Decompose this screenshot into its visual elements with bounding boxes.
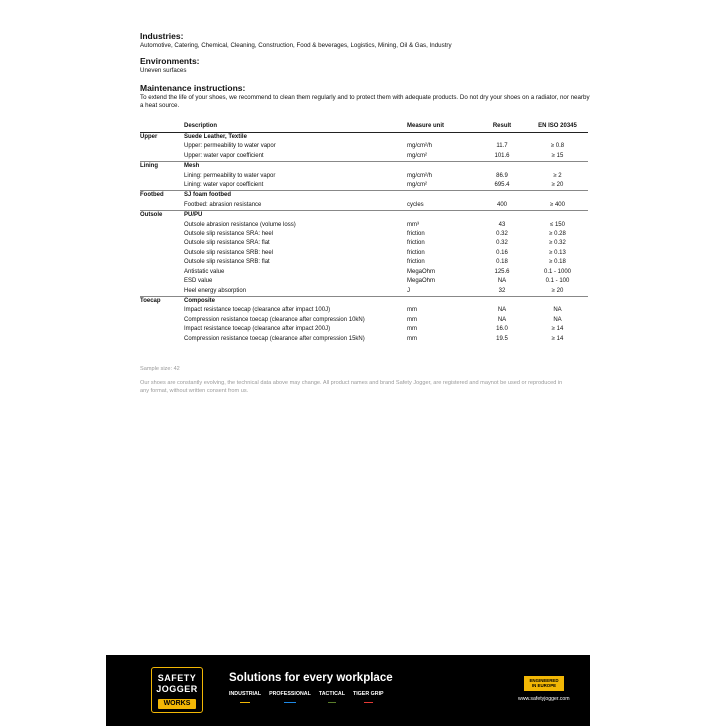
row-description: Upper: permeability to water vapor bbox=[184, 143, 276, 150]
table-group-row bbox=[140, 211, 588, 221]
logo-line-jogger: JOGGER bbox=[156, 684, 198, 694]
footer-banner bbox=[106, 655, 590, 726]
row-en-iso-requirement: ≤ 150 bbox=[550, 221, 565, 228]
row-result: 43 bbox=[498, 221, 506, 228]
row-en-iso-requirement: ≥ 20 bbox=[551, 182, 564, 189]
material-name: PU/PU bbox=[184, 211, 407, 221]
row-measure-unit: J bbox=[407, 287, 410, 294]
table-row bbox=[140, 335, 588, 344]
empty-cell bbox=[140, 239, 184, 248]
row-description: Outsole slip resistance SRB: heel bbox=[184, 249, 274, 256]
empty-cell bbox=[407, 296, 477, 306]
row-result: NA bbox=[497, 316, 507, 323]
empty-cell bbox=[407, 211, 477, 221]
row-description: Compression resistance toecap (clearance after compression 15kN) bbox=[184, 335, 365, 342]
category-underline bbox=[364, 702, 373, 704]
category-underline bbox=[240, 702, 250, 704]
table-row bbox=[140, 142, 588, 151]
environments-section bbox=[140, 56, 590, 75]
table-group-row bbox=[140, 162, 588, 172]
row-measure-unit: cycles bbox=[407, 201, 424, 208]
row-result: 32 bbox=[498, 287, 506, 294]
row-en-iso-requirement: ≥ 0.32 bbox=[549, 240, 566, 247]
badge-line-1: ENGINEERED bbox=[529, 678, 559, 683]
footer-slogan: Solutions for every workplace bbox=[229, 672, 393, 684]
row-en-iso-requirement: ≥ 15 bbox=[551, 152, 564, 159]
material-name: Suede Leather, Textile bbox=[184, 134, 247, 140]
empty-cell bbox=[527, 133, 588, 143]
row-en-iso-requirement: ≥ 14 bbox=[551, 335, 564, 342]
row-description: Lining: permeability to water vapor bbox=[184, 172, 276, 179]
header-description: Description bbox=[184, 121, 407, 133]
empty-cell bbox=[140, 249, 184, 258]
row-description: Footbed: abrasion resistance bbox=[184, 201, 262, 208]
row-description: Antistatic value bbox=[184, 268, 225, 275]
row-measure-unit: mm bbox=[407, 326, 417, 333]
environments-heading: Environments: bbox=[140, 56, 200, 66]
row-description: Upper: water vapor coefficient bbox=[184, 152, 264, 159]
row-result: 0.32 bbox=[496, 240, 508, 247]
empty-cell bbox=[140, 152, 184, 162]
row-measure-unit: friction bbox=[407, 259, 425, 266]
row-description: Outsole slip resistance SRB: flat bbox=[184, 259, 270, 266]
row-result: 0.32 bbox=[496, 231, 508, 238]
category-underline bbox=[328, 702, 336, 704]
empty-cell bbox=[140, 172, 184, 181]
row-measure-unit: friction bbox=[407, 231, 425, 238]
row-description: Compression resistance toecap (clearance after compression 10kN) bbox=[184, 316, 365, 323]
row-description: Heel energy absorption bbox=[184, 287, 247, 294]
section-name: Lining bbox=[140, 162, 184, 172]
table-row bbox=[140, 221, 588, 230]
row-en-iso-requirement: ≥ 0.13 bbox=[549, 249, 566, 256]
row-en-iso-requirement: 0.1 - 1000 bbox=[543, 268, 572, 275]
empty-cell bbox=[140, 258, 184, 267]
empty-cell bbox=[477, 211, 527, 221]
header-measure-unit: Measure unit bbox=[407, 121, 477, 133]
table-row bbox=[140, 277, 588, 286]
table-row bbox=[140, 325, 588, 334]
table-row bbox=[140, 249, 588, 258]
empty-cell bbox=[140, 287, 184, 297]
row-measure-unit: mg/cm² bbox=[407, 152, 427, 159]
row-en-iso-requirement: ≥ 0.8 bbox=[550, 143, 565, 150]
sample-size: Sample size: 42 bbox=[140, 366, 180, 372]
row-result: 19.5 bbox=[496, 335, 508, 342]
section-name: Upper bbox=[140, 134, 158, 140]
empty-cell bbox=[477, 162, 527, 172]
empty-cell bbox=[527, 191, 588, 201]
empty-cell bbox=[527, 162, 588, 172]
disclaimer-text: Our shoes are constantly evolving, the technical data above may change. All product names and brand Safety Jogger, are registered and maynot be used or reproduced in any format, without written consent from us. bbox=[140, 380, 563, 394]
empty-cell bbox=[140, 335, 184, 344]
row-result: 86.9 bbox=[496, 172, 508, 179]
table-row bbox=[140, 201, 588, 211]
empty-cell bbox=[477, 296, 527, 306]
industries-text: Automotive, Catering, Chemical, Cleaning, Construction, Food & beverages, Logistics, Mining, Oil & Gas, Industry bbox=[140, 42, 452, 49]
empty-cell bbox=[140, 201, 184, 211]
empty-cell bbox=[140, 268, 184, 277]
table-row bbox=[140, 152, 588, 162]
header-section bbox=[140, 121, 184, 133]
row-en-iso-requirement: NA bbox=[553, 316, 562, 323]
row-result: 0.16 bbox=[496, 249, 508, 256]
row-result: NA bbox=[497, 278, 507, 285]
row-description: ESD value bbox=[184, 278, 213, 285]
empty-cell bbox=[140, 221, 184, 230]
row-description: Lining: water vapor coefficient bbox=[184, 182, 264, 189]
row-result: 125.6 bbox=[494, 268, 510, 275]
row-measure-unit: mg/cm² bbox=[407, 182, 427, 189]
table-row bbox=[140, 268, 588, 277]
footer-categories bbox=[229, 691, 384, 703]
row-result: 695.4 bbox=[494, 182, 510, 189]
footer-category-tactical bbox=[319, 691, 345, 703]
footer-category-tiger-grip bbox=[353, 691, 384, 703]
row-description: Impact resistance toecap (clearance after impact 100J) bbox=[184, 307, 331, 314]
environments-text: Uneven surfaces bbox=[140, 67, 187, 74]
row-result: 0.18 bbox=[496, 259, 508, 266]
empty-cell bbox=[477, 191, 527, 201]
row-measure-unit: mm bbox=[407, 335, 417, 342]
category-label: PROFESSIONAL bbox=[269, 691, 311, 697]
row-en-iso-requirement: ≥ 20 bbox=[551, 287, 564, 294]
footer-category-professional bbox=[269, 691, 311, 703]
empty-cell bbox=[140, 325, 184, 334]
maintenance-heading: Maintenance instructions: bbox=[140, 83, 246, 93]
row-en-iso-requirement: ≥ 0.28 bbox=[549, 231, 566, 238]
section-name: Footbed bbox=[140, 191, 184, 201]
maintenance-text: To extend the life of your shoes, we recommend to clean them regularly and to protect them with adequate products. Do not dry your shoes on a radiator, nor nearby a heat source. bbox=[140, 94, 590, 109]
row-result: 16.0 bbox=[496, 326, 508, 333]
section-name: Outsole bbox=[140, 211, 184, 221]
category-label: INDUSTRIAL bbox=[229, 691, 262, 697]
empty-cell bbox=[527, 296, 588, 306]
maintenance-section bbox=[140, 83, 590, 110]
row-measure-unit: mm³ bbox=[407, 221, 419, 228]
table-group-row bbox=[140, 296, 588, 306]
row-result: 101.6 bbox=[494, 152, 510, 159]
row-measure-unit: MegaOhm bbox=[407, 268, 436, 275]
empty-cell bbox=[140, 277, 184, 286]
empty-cell bbox=[477, 133, 527, 143]
empty-cell bbox=[140, 316, 184, 325]
empty-cell bbox=[140, 230, 184, 239]
row-description: Outsole abrasion resistance (volume loss) bbox=[184, 221, 296, 228]
row-description: Outsole slip resistance SRA: flat bbox=[184, 240, 270, 247]
website-link[interactable]: www.safetyjogger.com bbox=[518, 696, 570, 702]
table-row bbox=[140, 258, 588, 267]
row-en-iso-requirement: NA bbox=[553, 307, 562, 314]
row-en-iso-requirement: ≥ 2 bbox=[553, 172, 562, 179]
row-result: 400 bbox=[496, 201, 507, 208]
empty-cell bbox=[140, 142, 184, 151]
table-row bbox=[140, 316, 588, 325]
industries-heading: Industries: bbox=[140, 31, 184, 41]
row-en-iso-requirement: ≥ 14 bbox=[551, 326, 564, 333]
empty-cell bbox=[140, 306, 184, 315]
badge-line-2: IN EUROPE bbox=[531, 683, 557, 688]
row-description: Impact resistance toecap (clearance after impact 200J) bbox=[184, 326, 331, 333]
row-measure-unit: mm bbox=[407, 316, 417, 323]
row-result: 11.7 bbox=[496, 143, 508, 150]
material-name: SJ foam footbed bbox=[184, 191, 407, 201]
table-row bbox=[140, 306, 588, 315]
safety-jogger-logo bbox=[151, 667, 203, 713]
row-en-iso-requirement: 0.1 - 100 bbox=[545, 278, 570, 285]
table-row bbox=[140, 287, 588, 297]
table-row bbox=[140, 181, 588, 191]
table-row bbox=[140, 172, 588, 181]
category-label: TIGER GRIP bbox=[352, 691, 384, 697]
category-label: TACTICAL bbox=[318, 691, 345, 697]
empty-cell bbox=[140, 181, 184, 191]
material-name: Composite bbox=[184, 296, 407, 306]
empty-cell bbox=[407, 133, 477, 143]
section-name: Toecap bbox=[140, 296, 184, 306]
engineered-in-europe-badge bbox=[524, 676, 564, 691]
table-header-row bbox=[140, 121, 588, 133]
footer-category-industrial bbox=[229, 691, 261, 703]
row-description: Outsole slip resistance SRA: heel bbox=[184, 231, 274, 238]
row-measure-unit: mg/cm²/h bbox=[407, 143, 433, 150]
table-row bbox=[140, 230, 588, 239]
empty-cell bbox=[407, 162, 477, 172]
table-row bbox=[140, 239, 588, 248]
logo-line-works: WORKS bbox=[158, 699, 196, 709]
table-group-row bbox=[140, 133, 588, 143]
table-body bbox=[140, 133, 588, 344]
material-name: Mesh bbox=[184, 162, 407, 172]
logo-line-safety: SAFETY bbox=[157, 673, 197, 683]
row-result: NA bbox=[497, 307, 507, 314]
row-measure-unit: MegaOhm bbox=[407, 278, 436, 285]
row-measure-unit: mm bbox=[407, 307, 417, 314]
table-group-row bbox=[140, 191, 588, 201]
header-en-iso-20345: EN ISO 20345 bbox=[527, 121, 588, 133]
technical-data-table bbox=[140, 121, 588, 344]
empty-cell bbox=[527, 211, 588, 221]
category-underline bbox=[284, 702, 297, 704]
industries-section bbox=[140, 31, 590, 50]
row-en-iso-requirement: ≥ 0.18 bbox=[549, 259, 566, 266]
row-measure-unit: mg/cm²/h bbox=[407, 172, 433, 179]
header-result: Result bbox=[477, 121, 527, 133]
row-measure-unit: friction bbox=[407, 240, 425, 247]
row-measure-unit: friction bbox=[407, 249, 425, 256]
empty-cell bbox=[407, 191, 477, 201]
row-en-iso-requirement: ≥ 400 bbox=[550, 201, 565, 208]
